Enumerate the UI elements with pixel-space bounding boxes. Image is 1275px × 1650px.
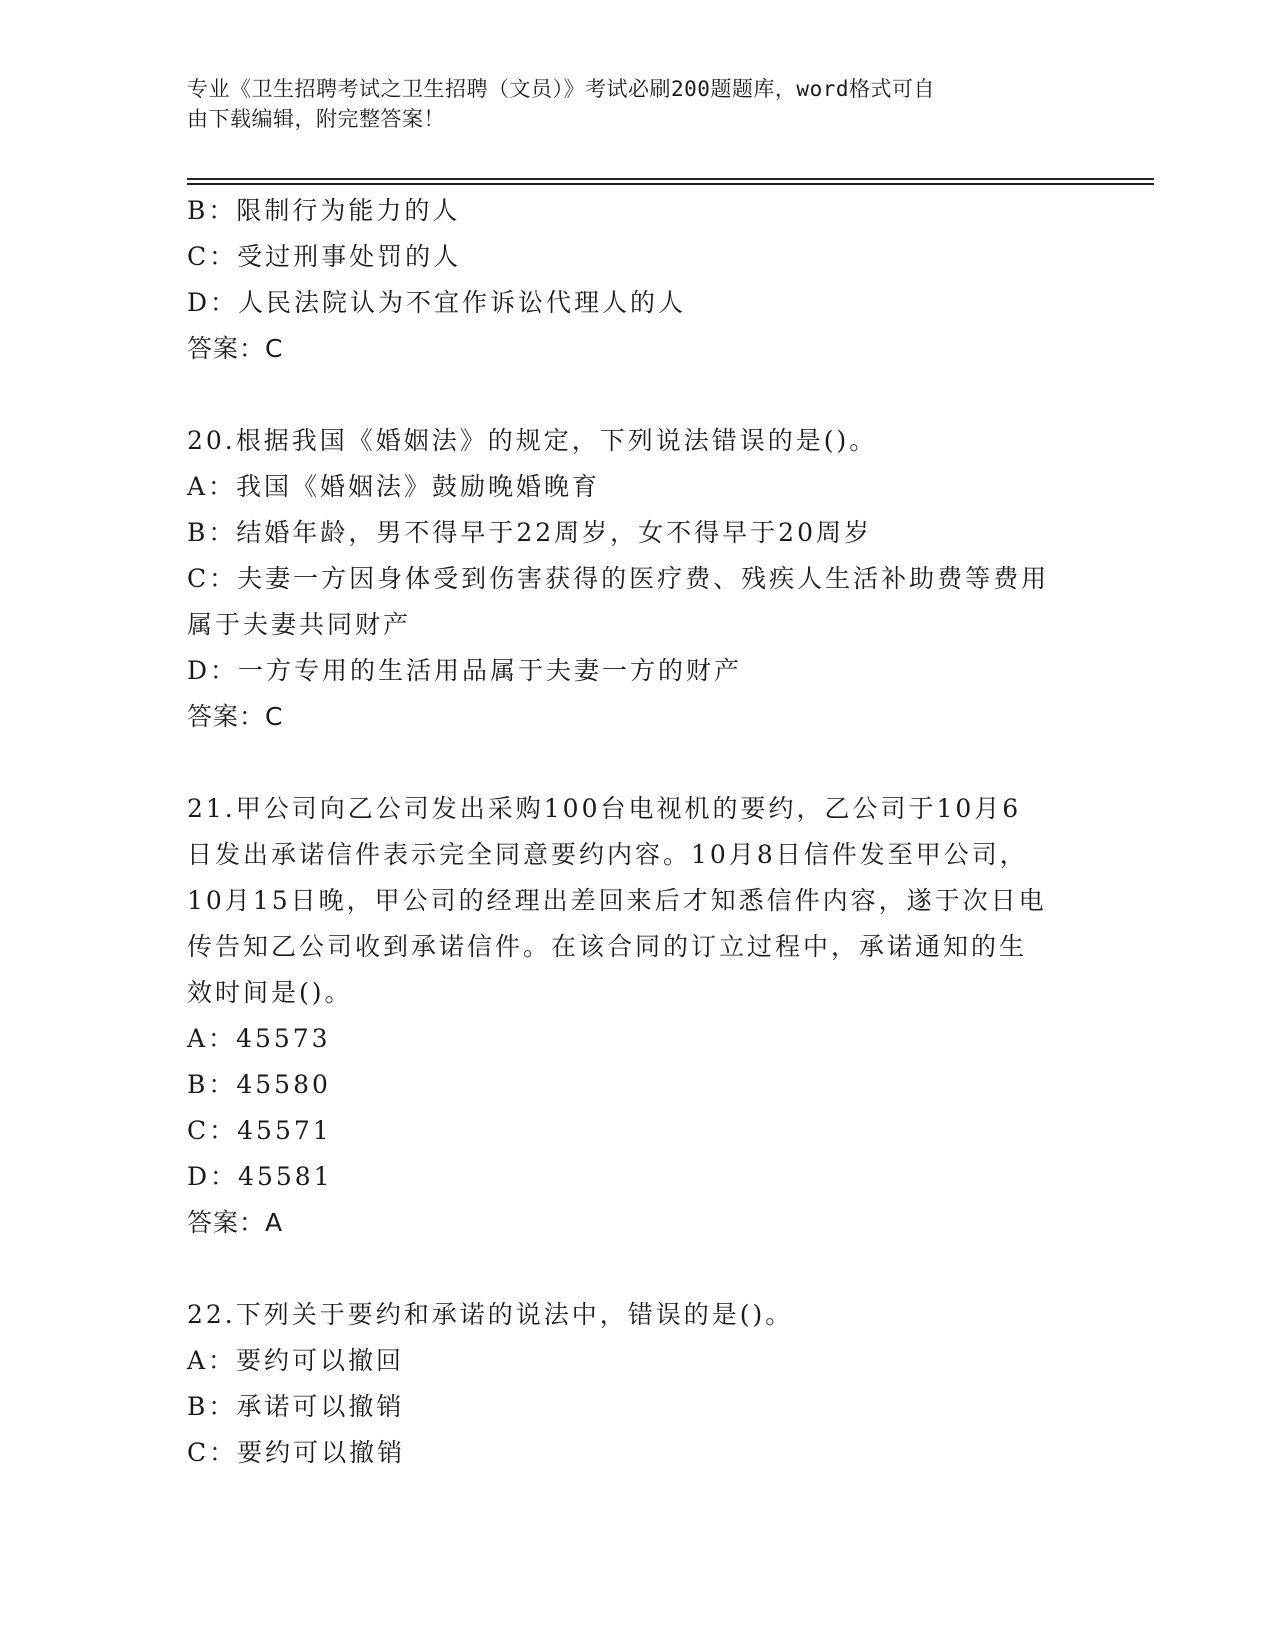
option-b: B：结婚年龄，男不得早于22周岁，女不得早于20周岁 — [187, 518, 872, 547]
question-text-line-2: 日发出承诺信件表示完全同意要约内容。10月8日信件发至甲公司， — [187, 840, 1028, 869]
question-19 — [187, 188, 1087, 372]
question-text-line-3: 10月15日晚，甲公司的经理出差回来后才知悉信件内容，遂于次日电 — [187, 886, 1047, 915]
option-a: A：要约可以撤回 — [187, 1346, 405, 1375]
spacer — [187, 1246, 1087, 1292]
question-list — [187, 188, 1087, 1476]
header-line-1: 专业《卫生招聘考试之卫生招聘（文员）》考试必刷200题题库，word格式可自 — [187, 77, 935, 101]
answer: 答案：C — [187, 702, 284, 731]
option-d: D：45581 — [187, 1162, 333, 1191]
question-21 — [187, 786, 1087, 1246]
question-20 — [187, 418, 1087, 740]
question-text: 22.下列关于要约和承诺的说法中，错误的是()。 — [187, 1300, 794, 1329]
option-a: A：我国《婚姻法》鼓励晚婚晚育 — [187, 472, 601, 501]
option-c: C：45571 — [187, 1116, 332, 1145]
option-c-continued: 属于夫妻共同财产 — [187, 610, 412, 639]
document-header — [187, 74, 1067, 134]
option-d: D：人民法院认为不宜作诉讼代理人的人 — [187, 288, 687, 317]
option-b: B：限制行为能力的人 — [187, 196, 461, 225]
question-text-line-5: 效时间是()。 — [187, 978, 353, 1007]
spacer — [187, 372, 1087, 418]
question-text-line-4: 传告知乙公司收到承诺信件。在该合同的订立过程中，承诺通知的生 — [187, 932, 1028, 961]
header-divider-bottom — [187, 183, 1154, 185]
option-b: B：45580 — [187, 1070, 331, 1099]
answer: 答案：A — [187, 1208, 284, 1237]
question-text: 20.根据我国《婚姻法》的规定，下列说法错误的是()。 — [187, 426, 878, 455]
option-c: C：要约可以撤销 — [187, 1438, 406, 1467]
option-a: A：45573 — [187, 1024, 331, 1053]
option-c: C：受过刑事处罚的人 — [187, 242, 462, 271]
header-divider-top — [187, 178, 1154, 180]
option-d: D：一方专用的生活用品属于夫妻一方的财产 — [187, 656, 743, 685]
spacer — [187, 740, 1087, 786]
question-22 — [187, 1292, 1087, 1476]
answer: 答案：C — [187, 334, 284, 363]
header-line-2: 由下载编辑，附完整答案！ — [187, 107, 445, 131]
option-c: C：夫妻一方因身体受到伤害获得的医疗费、残疾人生活补助费等费用 — [187, 564, 1050, 593]
question-text-line-1: 21.甲公司向乙公司发出采购100台电视机的要约，乙公司于10月6 — [187, 794, 1022, 823]
option-b: B：承诺可以撤销 — [187, 1392, 405, 1421]
